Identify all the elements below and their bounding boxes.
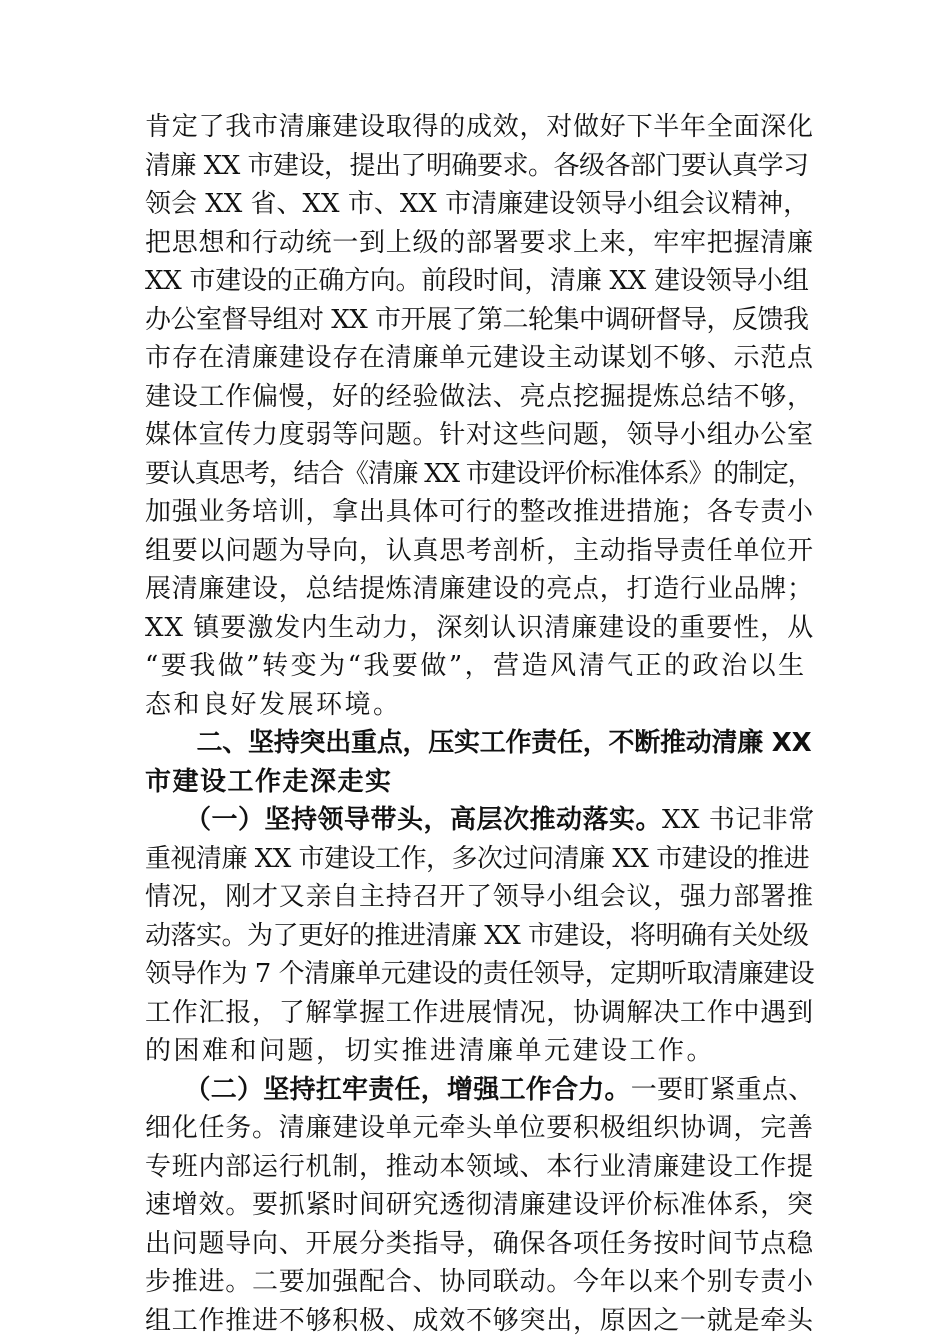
text-line: 出问题导向、开展分类指导，确保各项任务按时间节点稳 xyxy=(145,1228,814,1259)
text-line: 步推进。二要加强配合、协同联动。今年以来个别专责小 xyxy=(145,1267,814,1297)
text-line xyxy=(145,1071,815,1110)
text-line: 组要以问题为导向，认真思考剖析，主动指导责任单位开 xyxy=(145,535,814,566)
text-line: 领会 XX 省、XX 市、XX 市清廉建设领导小组会议精神， xyxy=(145,189,810,219)
paragraph-sub-1 xyxy=(145,801,815,1071)
text-line: 态和良好发展环境。 xyxy=(145,689,402,720)
heading-line: 二、坚持突出重点，压实工作责任，不断推动清廉 XX xyxy=(145,728,812,758)
text-run: XX 书记非常 xyxy=(662,805,815,835)
text-line: 细化任务。清廉建设单元牵头单位要积极组织协调，完善 xyxy=(145,1113,814,1143)
text-line xyxy=(145,801,815,840)
text-line: 情况，刚才又亲自主持召开了领导小组会议，强力部署推 xyxy=(145,882,814,912)
text-line: 专班内部运行机制，推动本领域、本行业清廉建设工作提 xyxy=(145,1151,814,1182)
text-line: XX 市建设的正确方向。前段时间，清廉 XX 建设领导小组 xyxy=(145,266,809,296)
text-line: 把思想和行动统一到上级的部署要求上来，牢牢把握清廉 xyxy=(145,227,814,258)
text-line: 清廉 XX 市建设，提出了明确要求。各级各部门要认真学习 xyxy=(145,150,809,181)
section-heading xyxy=(145,724,815,801)
paragraph-sub-2 xyxy=(145,1071,815,1341)
text-line: 组工作推进不够积极、成效不够突出，原因之一就是牵头 xyxy=(145,1305,814,1336)
text-line: 动落实。为了更好的推进清廉 XX 市建设，将明确有关处级 xyxy=(145,920,809,951)
text-line: 的困难和问题，切实推进清廉单元建设工作。 xyxy=(145,1036,716,1066)
text-line: 要认真思考，结合《清廉 XX 市建设评价标准体系》的制定， xyxy=(145,458,813,489)
text-line: 媒体宣传力度弱等问题。针对这些问题，领导小组办公室 xyxy=(145,420,814,450)
text-line: 速增效。要抓紧时间研究透彻清廉建设评价标准体系，突 xyxy=(145,1190,814,1220)
paragraph-1 xyxy=(145,108,815,724)
text-line: 肯定了我市清廉建设取得的成效，对做好下半年全面深化 xyxy=(145,112,814,142)
subheading-2: （二）坚持扛牢责任，增强工作合力。 xyxy=(145,1074,631,1105)
text-line: 重视清廉 XX 市建设工作，多次过问清廉 XX 市建设的推进 xyxy=(145,843,810,874)
text-line: 建设工作偏慢，好的经验做法、亮点挖掘提炼总结不够， xyxy=(145,381,814,412)
text-line: 市存在清廉建设存在清廉单元建设主动谋划不够、示范点 xyxy=(145,343,814,373)
text-line: 展清廉建设，总结提炼清廉建设的亮点，打造行业品牌； xyxy=(145,574,814,604)
text-line: 领导作为 7 个清廉单元建设的责任领导，定期听取清廉建设 xyxy=(145,959,815,989)
text-line: “要我做”转变为“我要做”，营造风清气正的政治以生 xyxy=(145,651,807,681)
heading-line: 市建设工作走深走实 xyxy=(145,766,393,797)
text-line: 加强业务培训，拿出具体可行的整改推进措施；各专责小 xyxy=(145,497,814,527)
text-run: 一要盯紧重点、 xyxy=(630,1074,815,1105)
text-line: 办公室督导组对 XX 市开展了第二轮集中调研督导，反馈我 xyxy=(145,304,809,335)
document-body xyxy=(145,108,815,1340)
text-line: XX 镇要激发内生动力，深刻认识清廉建设的重要性，从 xyxy=(145,612,815,643)
text-line: 工作汇报，了解掌握工作进展情况，协调解决工作中遇到 xyxy=(145,997,814,1028)
subheading-1: （一）坚持领导带头，高层次推动落实。 xyxy=(145,805,663,835)
